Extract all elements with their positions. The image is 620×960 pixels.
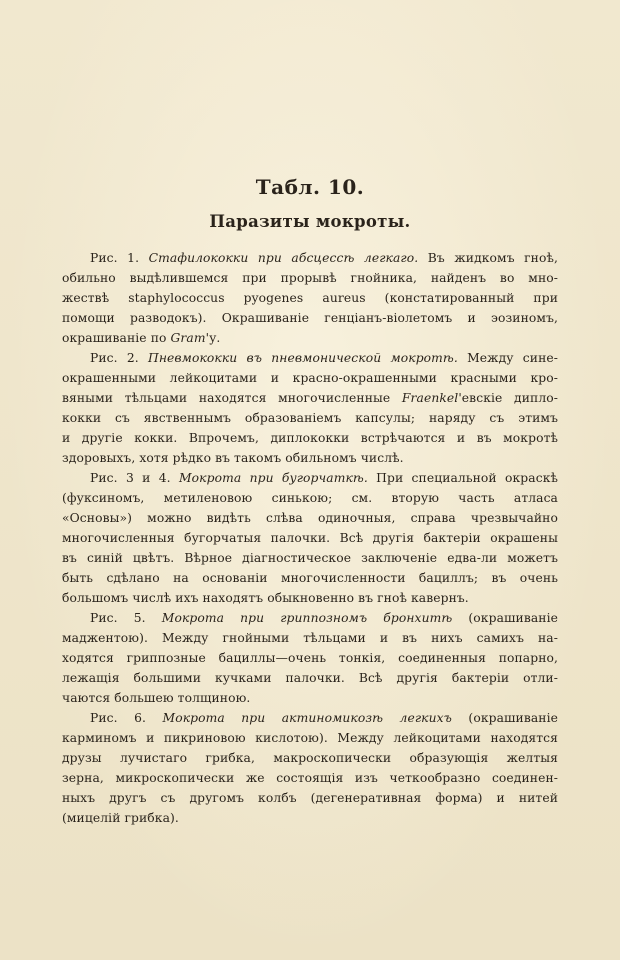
text-line xyxy=(62,648,558,668)
text-line xyxy=(62,668,558,688)
text-run: маджентою). Между гнойными тѣльцами и въ нихъ самихъ на- xyxy=(62,631,558,645)
text-run: чаются большею толщиною. xyxy=(62,691,251,705)
text-line xyxy=(62,528,558,548)
text-run: (окрашиваніе xyxy=(452,611,558,625)
text-run: друзы лучистаго грибка, макроскопически образующія желтыя xyxy=(62,751,558,765)
text-line xyxy=(62,448,558,468)
text-run: здоровыхъ, хотя рѣдко въ такомъ обильномъ числѣ. xyxy=(62,451,404,465)
paragraph-fig-3 xyxy=(62,468,558,608)
text-run: карминомъ и пикриновою кислотою). Между лейкоцитами находятся xyxy=(62,731,558,745)
body-text xyxy=(62,248,558,828)
text-run: Рис. 2. xyxy=(90,351,149,365)
text-run: 'евскіе дипло- xyxy=(458,391,558,405)
paragraph-fig-5 xyxy=(62,708,558,828)
italic-text: Пневмококки въ пневмонической мокротѣ. xyxy=(148,351,458,365)
text-run: При специальной окраскѣ xyxy=(367,471,558,485)
text-run: Рис. 1. xyxy=(90,251,149,265)
section-title: Паразиты мокроты. xyxy=(209,212,411,231)
text-line xyxy=(62,808,558,828)
paragraph-fig-4 xyxy=(62,608,558,708)
text-run: лежащія большими кучками палочки. Всѣ другія бактеріи отли- xyxy=(62,671,558,685)
text-line xyxy=(62,308,558,328)
text-run: 'у. xyxy=(205,331,221,345)
text-run: (мицелій грибка). xyxy=(62,811,179,825)
text-run: вяными тѣльцами находятся многочисленные xyxy=(62,391,402,405)
text-run: Рис. 6. xyxy=(90,711,163,725)
text-line xyxy=(62,428,558,448)
italic-text: Стафилококки при абсцессѣ легкаго. xyxy=(148,251,419,265)
paragraph-fig-2 xyxy=(62,348,558,468)
text-run: большомъ числѣ ихъ находятъ обыкновенно въ гноѣ кавернъ. xyxy=(62,591,469,605)
text-line xyxy=(62,248,558,268)
text-line xyxy=(62,408,558,428)
text-run: помощи разводокъ). Окрашиваніе генціанъ-віолетомъ и эозиномъ, xyxy=(62,311,558,325)
text-line xyxy=(62,328,558,348)
text-line xyxy=(62,708,558,728)
text-run: обильно выдѣлившемся при прорывѣ гнойника, найденъ во мно- xyxy=(62,271,558,285)
text-line xyxy=(62,548,558,568)
italic-text: Мокрота при гриппозномъ бронхитѣ xyxy=(161,611,453,625)
text-line xyxy=(62,488,558,508)
text-run: въ синій цвѣтъ. Вѣрное діагностическое заключеніе едва-ли можетъ xyxy=(62,551,558,565)
text-run: и другіе кокки. Впрочемъ, диплококки встрѣчаются и въ мокротѣ xyxy=(62,431,558,445)
text-line xyxy=(62,288,558,308)
text-run: ныхъ другъ съ другомъ колбъ (дегенеративная форма) и нитей xyxy=(62,791,558,805)
text-run: «Основы») можно видѣть слѣва одиночныя, справа чрезвычайно xyxy=(62,511,558,525)
text-run: Рис. 5. xyxy=(90,611,162,625)
text-run: окрашиваніе по xyxy=(62,331,171,345)
text-run: Между сине- xyxy=(457,351,558,365)
text-line xyxy=(62,508,558,528)
text-line xyxy=(62,768,558,788)
text-line xyxy=(62,748,558,768)
text-run: зерна, микроскопически же состоящія изъ четкообразно соединен- xyxy=(62,771,558,785)
text-run: Въ жидкомъ гноѣ, xyxy=(418,251,558,265)
text-line xyxy=(62,788,558,808)
text-run: многочисленныя бугорчатыя палочки. Всѣ другія бактеріи окрашены xyxy=(62,531,558,545)
text-run: ходятся гриппозные бациллы—очень тонкія, соединенныя попарно, xyxy=(62,651,558,665)
text-run: (окрашиваніе xyxy=(451,711,558,725)
italic-text: Мокрота при актиномикозѣ легкихъ xyxy=(162,711,452,725)
text-run: жествѣ staphylococcus pyogenes aureus (констатированный при xyxy=(62,291,558,305)
italic-text: Мокрота при бугорчаткѣ. xyxy=(178,471,368,485)
text-run: кокки съ явственнымъ образованіемъ капсулы; наряду съ этимъ xyxy=(62,411,558,425)
text-line xyxy=(62,588,558,608)
paragraph-fig-1 xyxy=(62,248,558,348)
italic-text: Fraenkel xyxy=(401,391,459,405)
text-line xyxy=(62,268,558,288)
text-line xyxy=(62,388,558,408)
text-line xyxy=(62,348,558,368)
text-line xyxy=(62,368,558,388)
text-run: (фуксиномъ, метиленовою синькою; см. вторую часть атласа xyxy=(62,491,558,505)
text-line xyxy=(62,688,558,708)
italic-text: Gram xyxy=(170,331,206,345)
text-line xyxy=(62,628,558,648)
text-line xyxy=(62,468,558,488)
plate-title: Табл. 10. xyxy=(255,175,365,199)
text-run: быть сдѣлано на основаніи многочисленности бациллъ; въ очень xyxy=(62,571,558,585)
text-line xyxy=(62,728,558,748)
text-run: окрашенными лейкоцитами и красно-окрашенными красными кро- xyxy=(62,371,558,385)
text-line xyxy=(62,568,558,588)
text-line xyxy=(62,608,558,628)
text-run: Рис. 3 и 4. xyxy=(90,471,179,485)
